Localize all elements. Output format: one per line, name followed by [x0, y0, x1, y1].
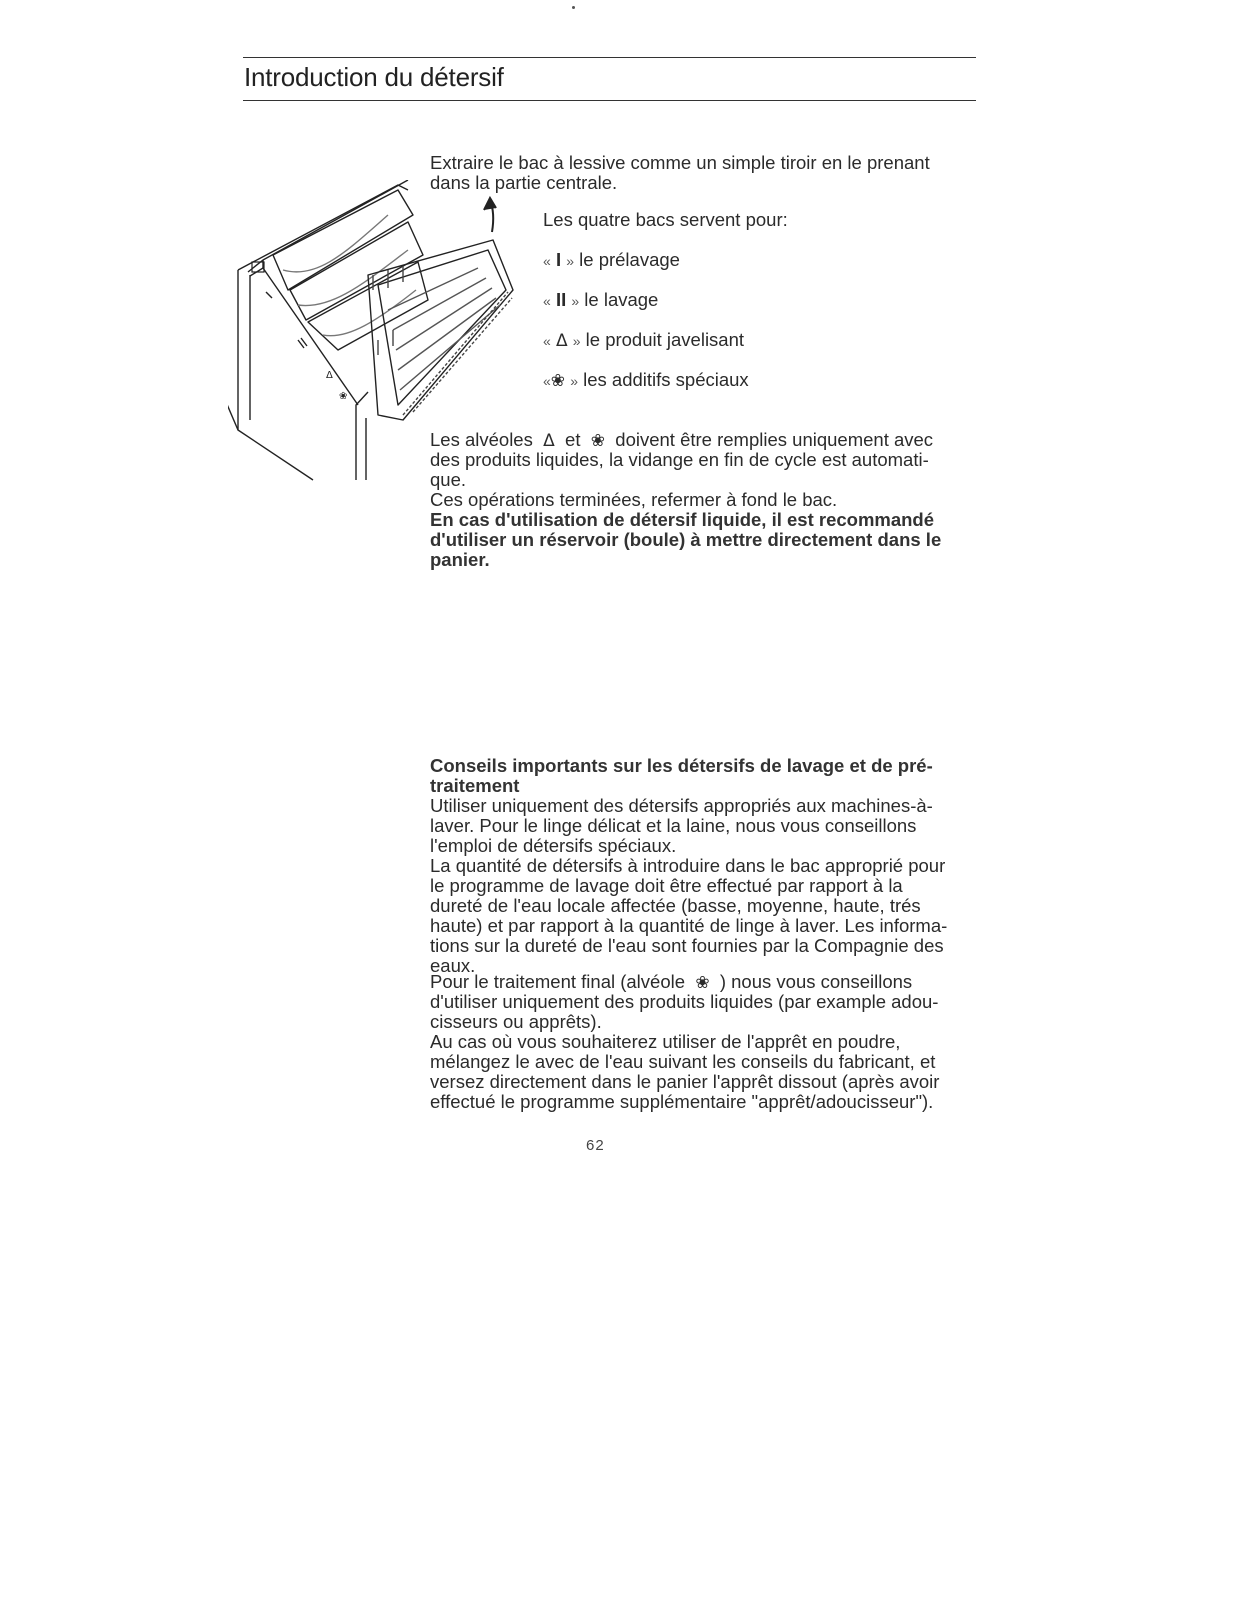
advice-p1-line-2: laver. Pour le linge délicat et la laine, nous vous conseillons: [430, 815, 917, 836]
advice-p2-line-4: haute) et par rapport à la quantité de linge à laver. Les informa-: [430, 915, 948, 936]
compartment-text: le prélavage: [579, 249, 680, 270]
advice-p1-line-1: Utiliser uniquement des détersifs appropriés aux machines-à-: [430, 795, 933, 816]
compartment-item-wash: « II » le lavage: [543, 289, 659, 310]
advice-p3-line-2: d'utiliser uniquement des produits liquides (par example adou-: [430, 991, 939, 1012]
advice-p2-line-6: eaux.: [430, 955, 476, 976]
triangle-icon: Δ: [555, 331, 568, 351]
advice-p4-line-1: Au cas où vous souhaiterez utiliser de l'apprêt en poudre,: [430, 1031, 901, 1052]
compartment-text: le lavage: [584, 289, 659, 310]
liquid-note-line-4: Ces opérations terminées, refermer à fond le bac.: [430, 489, 838, 510]
liquid-note-line-1: Les alvéoles Δ et ❀ doivent être remplies uniquement avec: [430, 429, 934, 451]
compartment-item-bleach: « Δ » le produit javelisant: [543, 329, 745, 351]
advice-p2-line-3: dureté de l'eau locale affectée (basse, moyenne, haute, trés: [430, 895, 921, 916]
svg-text:❀: ❀: [339, 391, 348, 402]
intro-line-2: dans la partie centrale.: [430, 172, 618, 193]
flower-icon: ❀: [590, 431, 606, 451]
liquid-warning-line-2: d'utiliser un réservoir (boule) à mettre directement dans le: [430, 529, 942, 550]
compartment-symbol: I: [555, 249, 562, 270]
liquid-warning-line-1: En cas d'utilisation de détersif liquide, il est recommandé: [430, 509, 935, 530]
page-number: 62: [586, 1137, 605, 1154]
header-rule-top: [243, 57, 976, 58]
scan-speck: [572, 6, 575, 9]
compartment-item-prewash: « I » le prélavage: [543, 249, 680, 270]
advice-p4-line-4: effectué le programme supplémentaire "apprêt/adoucisseur").: [430, 1091, 934, 1112]
intro-line-1: Extraire le bac à lessive comme un simple tiroir en le prenant: [430, 152, 930, 173]
flower-icon: ❀: [550, 371, 566, 391]
compartment-symbol: II: [555, 289, 567, 310]
page-title: Introduction du détersif: [244, 62, 504, 92]
flower-icon: ❀: [695, 973, 710, 993]
advice-p3-line-1: Pour le traitement final (alvéole ❀ ) nous vous conseillons: [430, 971, 913, 993]
triangle-icon: Δ: [543, 431, 555, 451]
advice-p4-line-3: versez directement dans le panier l'apprêt dissout (après avoir: [430, 1071, 940, 1092]
advice-heading-line-1: Conseils importants sur les détersifs de lavage et de pré-: [430, 755, 933, 776]
compartment-text: les additifs spéciaux: [583, 369, 749, 390]
advice-p3-line-3: cisseurs ou apprêts).: [430, 1011, 602, 1032]
advice-p1-line-3: l'emploi de détersifs spéciaux.: [430, 835, 677, 856]
liquid-note-line-3: que.: [430, 469, 467, 490]
header-rule-bottom: [243, 100, 976, 101]
advice-heading-line-2: traitement: [430, 775, 520, 796]
compartments-heading: Les quatre bacs servent pour:: [543, 209, 788, 230]
compartment-text: le produit javelisant: [585, 329, 745, 350]
liquid-warning-line-3: panier.: [430, 549, 490, 570]
advice-p2-line-2: le programme de lavage doit être effectué par rapport à la: [430, 875, 903, 896]
compartment-item-additives: «❀ » les additifs spéciaux: [543, 369, 749, 391]
svg-text:Δ: Δ: [326, 370, 333, 381]
advice-p4-line-2: mélangez le avec de l'eau suivant les conseils du fabricant, et: [430, 1051, 936, 1072]
advice-p2-line-5: tions sur la dureté de l'eau sont fournies par la Compagnie des: [430, 935, 944, 956]
advice-p2-line-1: La quantité de détersifs à introduire dans le bac approprié pour: [430, 855, 946, 876]
liquid-note-line-2: des produits liquides, la vidange en fin de cycle est automati-: [430, 449, 929, 470]
